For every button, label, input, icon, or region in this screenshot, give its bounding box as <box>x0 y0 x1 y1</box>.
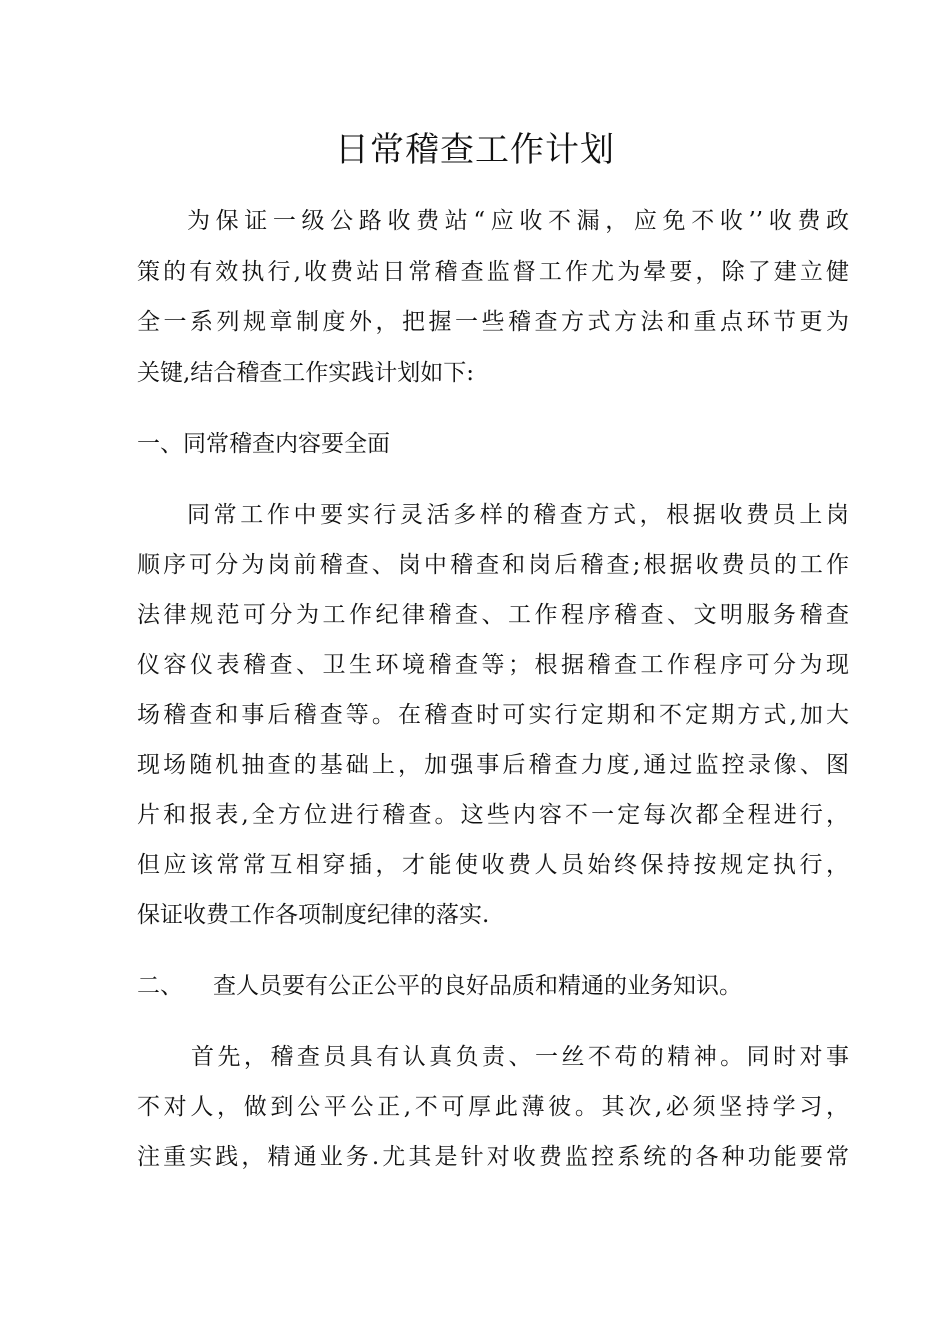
document-title: 日常稽查工作计划 <box>335 130 615 170</box>
paragraph-line: 保证收费工作各项制度纪律的落实. <box>137 902 490 928</box>
section-2-heading-text: 查人员要有公正公平的良好品质和精通的业务知识。 <box>213 973 742 999</box>
paragraph-line: 片和报表,全方位进行稽查。这些内容不一定每次都全程进行， <box>137 802 849 828</box>
paragraph-line: 策的有效执行,收费站日常稽查监督工作尤为晕要，除了建立健 <box>137 259 849 285</box>
paragraph-line: 不对人，做到公平公正,不可厚此薄彼。其次,必须坚持学习， <box>137 1094 849 1120</box>
paragraph-line: 同常工作中要实行灵活多样的稽查方式，根据收费员上岗 <box>187 502 849 528</box>
paragraph-line: 首先，稽查员具有认真负责、一丝不苟的精神。同时对事 <box>191 1044 849 1070</box>
paragraph-line: 但应该常常互相穿插，才能使收费人员始终保持按规定执行， <box>137 852 849 878</box>
paragraph-line: 注重实践，精通业务.尤其是针对收费监控系统的各种功能要常 <box>137 1144 849 1170</box>
paragraph-line: 法律规范可分为工作纪律稽查、工作程序稽查、文明服务稽查 <box>137 602 849 628</box>
section-2-heading-number: 二、 <box>137 973 183 999</box>
paragraph-line: 关键,结合稽查工作实践计划如下: <box>137 360 475 386</box>
paragraph-line: 现场随机抽查的基础上，加强事后稽查力度,通过监控录像、图 <box>137 752 849 778</box>
section-2-heading <box>137 968 849 1004</box>
paragraph-line: 仪容仪表稽查、卫生环境稽查等；根据稽查工作程序可分为现 <box>137 652 849 678</box>
paragraph-line: 顺序可分为岗前稽查、岗中稽查和岗后稽查;根据收费员的工作 <box>137 552 849 578</box>
paragraph-line: 场稽查和事后稽查等。在稽查时可实行定期和不定期方式,加大 <box>137 702 849 728</box>
section-1-heading: 一、同常稽查内容要全面 <box>137 431 390 457</box>
paragraph-line: 为保证一级公路收费站“应收不漏，应免不收’’收费政 <box>187 208 849 234</box>
paragraph-line: 全一系列规章制度外，把握一些稽查方式方法和重点环节更为 <box>137 309 849 335</box>
